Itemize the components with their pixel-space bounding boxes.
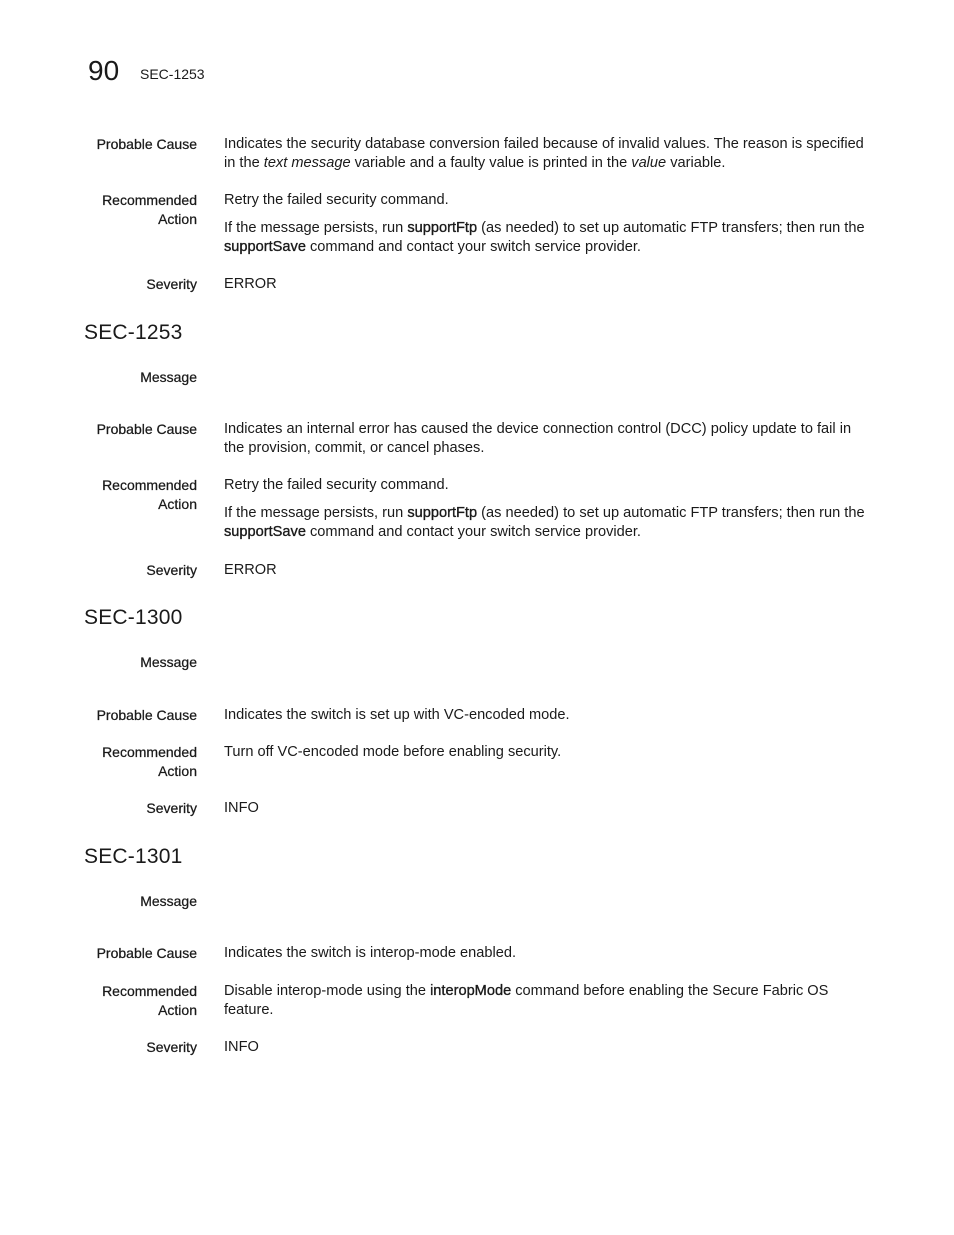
text-run: command and contact your switch service provider. <box>305 524 641 540</box>
action-line <box>224 219 874 257</box>
severity-value: ERROR <box>224 562 277 578</box>
severity-label: Severity <box>146 562 197 578</box>
text-run: variable and a faulty value is printed in the <box>350 155 632 171</box>
running-title: SEC-1253 <box>140 66 205 82</box>
action-line: Retry the failed security command. <box>224 192 449 208</box>
variable-value: value <box>631 155 667 171</box>
probable-cause-label: Probable Cause <box>96 136 197 152</box>
command-interopmode: interopMode <box>430 983 512 999</box>
command-supportftp: supportFtp <box>407 505 478 521</box>
label-line: Recommended <box>102 192 197 208</box>
recommended-action-text <box>224 982 874 1020</box>
probable-cause-label: Probable Cause <box>96 421 197 437</box>
probable-cause-text <box>224 420 874 458</box>
message-label: Message <box>140 893 197 909</box>
text-run: If the message persists, run <box>224 220 408 236</box>
action-line <box>224 982 874 1020</box>
probable-cause-label: Probable Cause <box>96 945 197 961</box>
message-label: Message <box>140 654 197 670</box>
label-line: Action <box>158 496 197 512</box>
action-line: Retry the failed security command. <box>224 477 449 493</box>
probable-cause-text <box>224 135 874 173</box>
recommended-action-label <box>40 743 197 781</box>
text-run: (as needed) to set up automatic FTP transfers; then run the <box>477 505 865 521</box>
probable-cause-text <box>224 944 874 963</box>
action-line <box>224 504 874 542</box>
variable-text-message: text message <box>263 155 351 171</box>
recommended-action-label <box>40 476 197 514</box>
label-line: Action <box>158 763 197 779</box>
severity-label: Severity <box>146 276 197 292</box>
severity-label: Severity <box>146 1039 197 1055</box>
action-line: Turn off VC-encoded mode before enabling security. <box>224 744 562 760</box>
severity-value: INFO <box>224 1039 259 1055</box>
text-run: (as needed) to set up automatic FTP transfers; then run the <box>477 220 865 236</box>
severity-value: ERROR <box>224 276 277 292</box>
text-run: command before enabling the Secure Fabric OS feature. <box>224 983 829 1018</box>
command-supportftp: supportFtp <box>407 220 478 236</box>
text-run: command and contact your switch service provider. <box>305 239 641 255</box>
recommended-action-label <box>40 982 197 1020</box>
text-run: Indicates the switch is interop-mode enabled. <box>224 945 517 961</box>
section-title: SEC-1253 <box>84 321 183 344</box>
recommended-action-text <box>224 743 874 762</box>
label-line: Action <box>158 211 197 227</box>
label-line: Action <box>158 1002 197 1018</box>
severity-label: Severity <box>146 800 197 816</box>
text-run: If the message persists, run <box>224 505 408 521</box>
text-run: Indicates an internal error has caused the device connection control (DCC) policy update to fail in the provision, commit, or cancel phases. <box>224 421 852 456</box>
text-run: Indicates the security database conversion failed because of invalid values. The reason is specified in the <box>224 136 864 171</box>
text-run: Disable interop-mode using the <box>224 983 431 999</box>
label-line: Recommended <box>102 983 197 999</box>
message-label: Message <box>140 369 197 385</box>
page-number: 90 <box>88 55 120 86</box>
command-supportsave: supportSave <box>224 524 306 540</box>
label-line: Recommended <box>102 744 197 760</box>
recommended-action-label <box>40 191 197 229</box>
text-run: variable. <box>666 155 726 171</box>
probable-cause-label: Probable Cause <box>96 707 197 723</box>
recommended-action-text <box>224 191 874 257</box>
command-supportsave: supportSave <box>224 239 306 255</box>
label-line: Recommended <box>102 477 197 493</box>
text-run: Indicates the switch is set up with VC-encoded mode. <box>224 707 570 723</box>
probable-cause-text <box>224 706 874 725</box>
severity-value: INFO <box>224 800 259 816</box>
recommended-action-text <box>224 476 874 542</box>
section-title: SEC-1300 <box>84 606 183 629</box>
section-title: SEC-1301 <box>84 845 183 868</box>
